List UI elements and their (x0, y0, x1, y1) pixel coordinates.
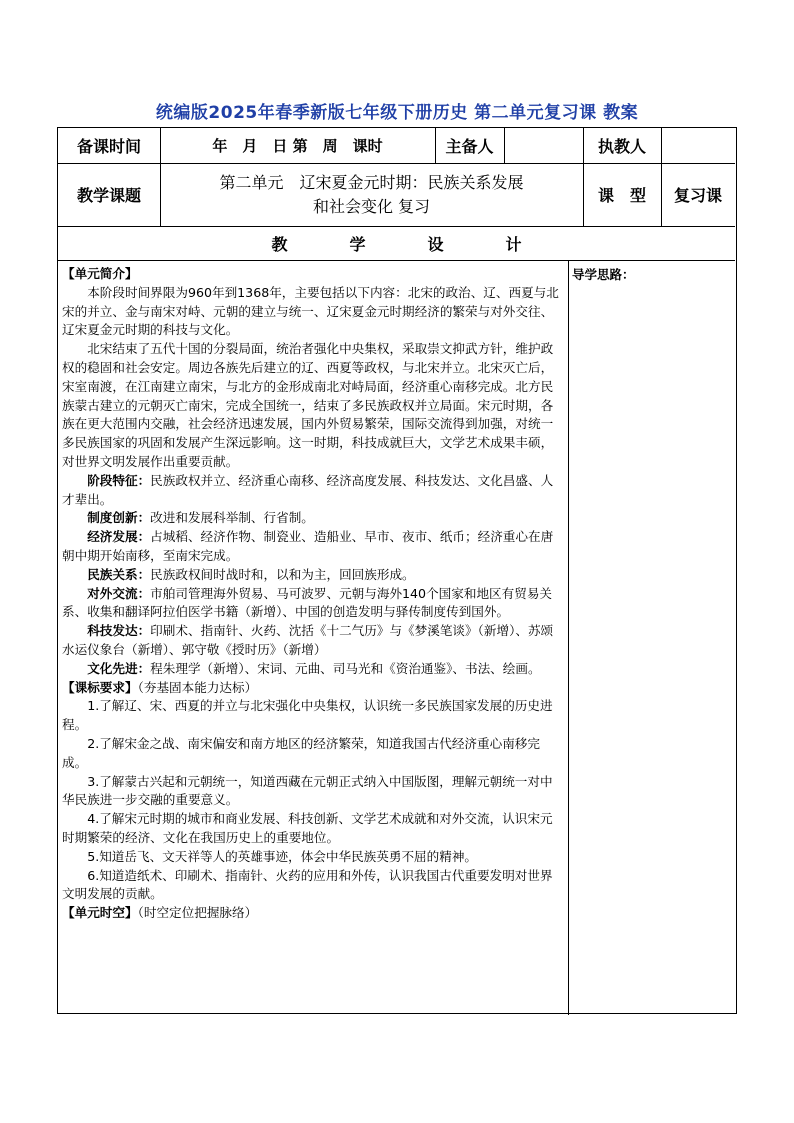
standards-note: （夯基固本能力达标） (137, 679, 258, 695)
tech-text: 印刷术、指南针、火药、沈括《十二气历》与《梦溪笔谈》（新增）、苏颂水运仪象台（新增）、郭守敬《授时历》（新增） (62, 623, 554, 657)
stage-features (62, 472, 562, 510)
label-topic: 教学课题 (76, 186, 141, 205)
stage-text: 民族政权并立、经济重心南移、经济高度发展、科技发达、文化昌盛、人才辈出。 (62, 472, 554, 507)
standard-item: 5.知道岳飞、文天祥等人的英雄事迹，体会中华民族英勇不屈的精神。 (87, 848, 478, 864)
foreign-text: 市舶司管理海外贸易、马可波罗、元朝与海外140个国家和地区有贸易关系、收集和翻译阿拉伯医学书籍（新增）、中国的创造发明与驿传制度传到国外。 (62, 585, 553, 620)
econ-label: 经济发展： (87, 529, 151, 545)
standard-item: 6.知道造纸术、印刷术、指南针、火药的应用和外传，认识我国古代重要发明对世界文明发展的贡献。 (62, 867, 553, 902)
preparer-field (504, 128, 583, 163)
intro-heading: 【单元简介】 (62, 266, 138, 281)
col-divider (568, 260, 569, 1015)
document-title: 统编版2025年春季新版七年级下册历史 第二单元复习课 教案 (155, 103, 639, 123)
guide-label: 导学思路： (572, 267, 635, 282)
econ-text: 占城稻、经济作物、制瓷业、造船业、早市、夜市、纸币；经济重心在唐朝中期开始南移，至南宋完成。 (62, 529, 554, 563)
lesson-plan-table (57, 127, 737, 1014)
standard-item: 4.了解宋元时期的城市和商业发展、科技创新、文学艺术成就和对外交流，认识宋元时期繁荣的经济、文化在我国历史上的重要地位。 (62, 811, 553, 845)
system-text: 改进和发展科举制、行省制。 (150, 510, 314, 526)
design-heading (58, 226, 735, 260)
lesson-content (62, 265, 562, 923)
foreign-exchange (62, 585, 562, 623)
technology (62, 622, 562, 660)
standard-item: 3.了解蒙古兴起和元朝统一，知道西藏在元朝正式纳入中国版图，理解元朝统一对中华民族进一步交融的重要意义。 (62, 773, 553, 808)
label-prep-time: 备课时间 (76, 137, 141, 156)
standard-item: 1.了解辽、宋、西夏的并立与北宋强化中央集权，认识统一多民族国家发展的历史进程。 (62, 698, 553, 733)
culture-text: 程朱理学（新增）、宋词、元曲、司马光和《资治通鉴》、书法、绘画。 (150, 660, 541, 676)
teacher-field (661, 128, 735, 163)
label-teacher: 执教人 (597, 137, 646, 156)
label-class-type: 课 型 (597, 186, 646, 205)
topic-field (160, 163, 583, 226)
ethnic-label: 民族关系： (87, 566, 151, 582)
topic-line-1: 第二单元 辽宋夏金元时期：民族关系发展 (219, 172, 524, 192)
class-type-value: 复习课 (673, 186, 722, 205)
standard-item: 2.了解宋金之战、南宋偏安和南方地区的经济繁荣，知道我国古代经济重心南移完成。 (62, 735, 540, 770)
culture-label: 文化先进： (87, 660, 151, 676)
system-label: 制度创新： (87, 510, 151, 526)
label-preparer: 主备人 (445, 137, 494, 156)
row-divider (58, 260, 735, 261)
stage-label: 阶段特征： (87, 472, 151, 488)
spacetime-note: （时空定位把握脉络） (137, 905, 258, 921)
spacetime-heading: 【单元时空】 (62, 905, 138, 921)
culture (62, 660, 562, 679)
prep-date-field: 年 月 日 第 周 课时 (212, 137, 383, 155)
ethnic-relations (62, 566, 562, 585)
spacetime-heading-line (62, 904, 562, 923)
system-innovation (62, 509, 562, 528)
design-heading-text: 教学设计 (271, 234, 584, 254)
foreign-label: 对外交流： (87, 585, 151, 601)
intro-paragraph-1: 本阶段时间界限为960年到1368年，主要包括以下内容：北宋的政治、辽、西夏与北宋的并立、金与南宋对峙、元朝的建立与统一、辽宋夏金元时期经济的繁荣与对外交往、辽宋夏金元时期的科技与文化。 (62, 284, 559, 338)
standards-heading: 【课标要求】 (62, 679, 138, 695)
economic-development (62, 528, 562, 566)
tech-label: 科技发达： (87, 623, 151, 639)
ethnic-text: 民族政权间时战时和，以和为主，回回族形成。 (150, 566, 415, 582)
topic-line-2: 和社会变化 复习 (312, 196, 431, 216)
intro-paragraph-2: 北宋结束了五代十国的分裂局面，统治者强化中央集权，采取崇文抑武方针，维护政权的稳固和社会安定。周边各族先后建立的辽、西夏等政权，与北宋并立。北宋灭亡后，宋室南渡，在江南建立南宋，与北方的金形成南北对峙局面，经济重心南移完成。北方民族蒙古建立的元朝灭亡南宋，完成全国统一，结束了多民族政权并立局面。宋元时期，各族在更大范围内交融，社会经济迅速发展，国内外贸易繁荣，国际交流得到加强，对统一多民族国家的巩固和发展产生深远影响。这一时期，科技成就巨大，文学艺术成果丰硕，对世界文明发展作出重要贡献。 (62, 341, 554, 469)
standards-heading-line (62, 679, 562, 698)
